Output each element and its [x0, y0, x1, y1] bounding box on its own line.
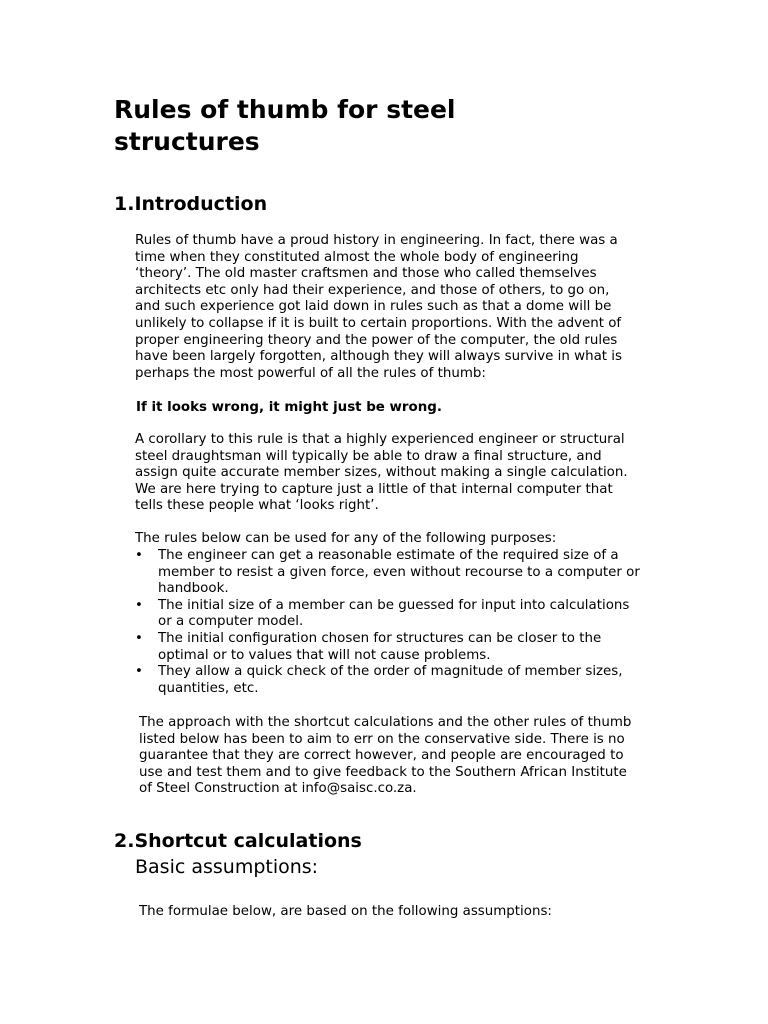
bullet-icon: • — [135, 548, 143, 563]
list-item — [135, 548, 675, 598]
list-item-line: handbook. — [158, 581, 229, 597]
list-item-line: The initial size of a member can be guessed for input into calculations — [158, 597, 630, 613]
paragraph-line: Rules of thumb have a proud history in engineering. In fact, there was a — [135, 233, 618, 248]
paragraph-line: guarantee that they are correct however, and people are encouraged to — [139, 748, 624, 764]
intro-paragraph — [135, 233, 675, 382]
paragraph-line: ‘theory’. The old master craftsmen and those who called themselves — [135, 266, 597, 282]
paragraph-line: architects etc only had their experience, and those of others, to go on, — [135, 282, 610, 298]
list-item-line: quantities, etc. — [158, 680, 259, 696]
paragraph-line: A corollary to this rule is that a highly experienced engineer or structural — [135, 432, 625, 447]
list-item — [135, 664, 675, 697]
paragraph-line: and such experience got laid down in rules such as that a dome will be — [135, 299, 612, 315]
paragraph-line: steel draughtsman will typically be able to draw a final structure, and — [135, 448, 602, 464]
section-number: 2. — [114, 830, 135, 852]
section-heading-introduction — [114, 192, 267, 216]
purposes-list — [135, 548, 675, 697]
section-number: 1. — [114, 193, 135, 215]
paragraph-line: We are here trying to capture just a little of that internal computer that — [135, 481, 613, 497]
paragraph-line: tells these people what ‘looks right’. — [135, 498, 379, 514]
rule-of-thumb-emphasis: If it looks wrong, it might just be wrong. — [136, 400, 442, 415]
paragraph-line: time when they constituted almost the whole body of engineering — [135, 249, 579, 265]
bullet-icon: • — [135, 630, 143, 646]
subheading-basic-assumptions: Basic assumptions: — [135, 856, 319, 878]
bullet-icon: • — [135, 597, 143, 613]
list-item-line: They allow a quick check of the order of magnitude of member sizes, — [158, 664, 623, 680]
paragraph-line: proper engineering theory and the power of the computer, the old rules — [135, 332, 618, 348]
paragraph-line: assign quite accurate member sizes, without making a single calculation. — [135, 465, 628, 481]
document-title — [114, 94, 674, 158]
paragraph-line: of Steel Construction at info@saisc.co.za. — [139, 781, 417, 797]
section-title: Introduction — [134, 193, 268, 215]
list-item-line: member to resist a given force, even without recourse to a computer or — [158, 564, 640, 580]
list-item-line: The engineer can get a reasonable estimate of the required size of a — [158, 548, 619, 563]
paragraph-line: perhaps the most powerful of all the rules of thumb: — [135, 365, 486, 381]
paragraph-line: listed below has been to aim to err on the conservative side. There is no — [139, 731, 625, 747]
bullet-icon: • — [135, 664, 143, 680]
purposes-lead: The rules below can be used for any of the following purposes: — [135, 531, 557, 546]
list-item — [135, 598, 675, 631]
approach-paragraph — [139, 715, 679, 798]
paragraph-line: The approach with the shortcut calculations and the other rules of thumb — [139, 715, 632, 730]
title-line: structures — [114, 127, 260, 156]
paragraph-line: have been largely forgotten, although they will always survive in what is — [135, 349, 622, 365]
list-item-line: or a computer model. — [158, 614, 304, 630]
list-item-line: The initial configuration chosen for structures can be closer to the — [158, 630, 602, 646]
paragraph-line: use and test them and to give feedback to the Southern African Institute — [139, 764, 627, 780]
corollary-paragraph — [135, 432, 675, 515]
section-heading-shortcut-calculations — [114, 829, 362, 853]
list-item-line: optimal or to values that will not cause problems. — [158, 647, 491, 663]
list-item — [135, 631, 675, 664]
title-line: Rules of thumb for steel — [114, 95, 456, 124]
section-title: Shortcut calculations — [134, 830, 362, 852]
assumptions-lead: The formulae below, are based on the following assumptions: — [139, 904, 552, 919]
paragraph-line: unlikely to collapse if it is built to certain proportions. With the advent of — [135, 315, 622, 331]
